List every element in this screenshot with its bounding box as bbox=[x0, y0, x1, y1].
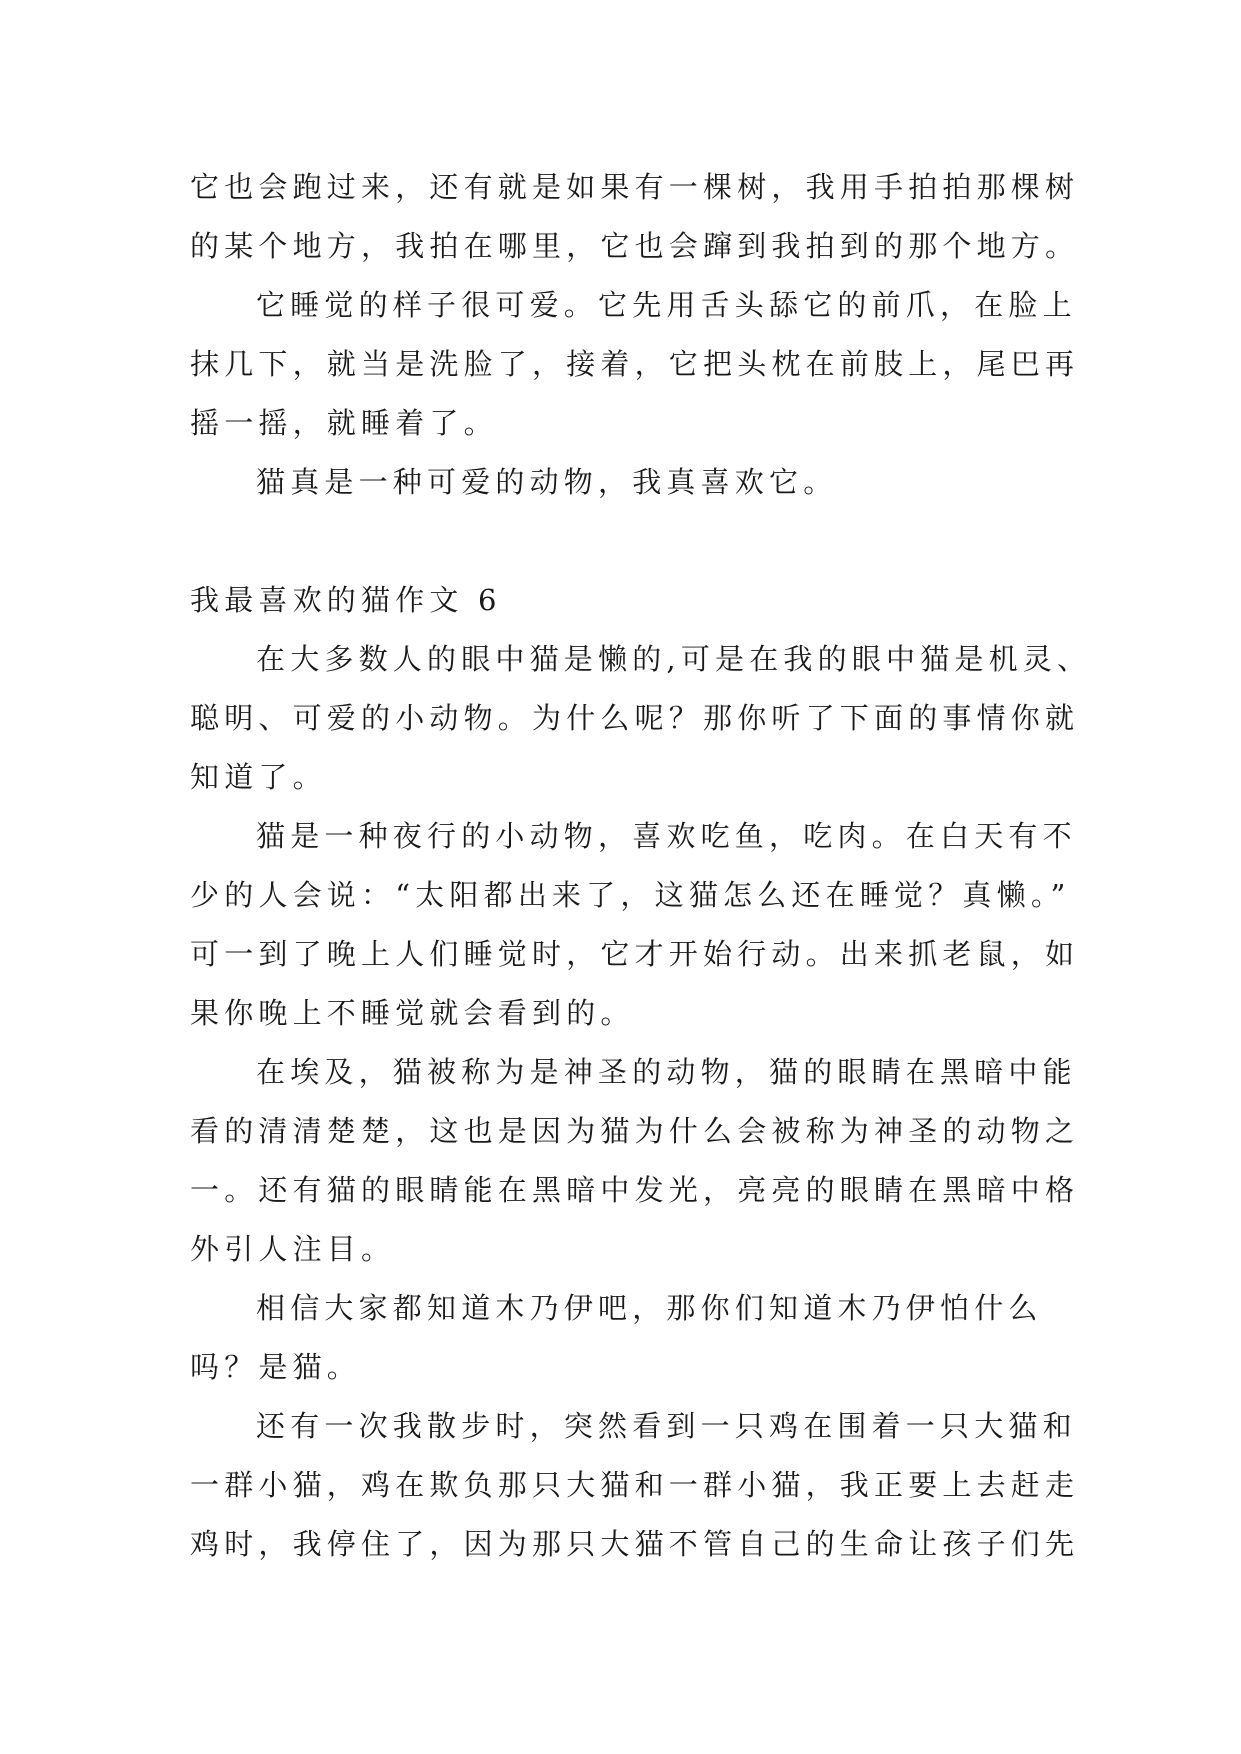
paragraph-walk bbox=[190, 1397, 1080, 1574]
paragraph-mummy bbox=[190, 1279, 1070, 1397]
text-line: 它睡觉的样子很可爱。它先用舌头舔它的前爪，在脸上 bbox=[256, 288, 1077, 322]
section-spacer bbox=[190, 512, 1070, 571]
text-line: 抹几下，就当是洗脸了，接着，它把头枕在前肢上，尾巴再 bbox=[190, 347, 1080, 381]
text-line: 少的人会说：“太阳都出来了，这猫怎么还在睡觉？真懒。” bbox=[190, 878, 1071, 912]
text-line: 果你晚上不睡觉就会看到的。 bbox=[190, 996, 635, 1030]
paragraph-intro bbox=[190, 630, 1092, 807]
text-line: 相信大家都知道木乃伊吧，那你们知道木乃伊怕什么 bbox=[256, 1291, 1043, 1325]
paragraph-sleep bbox=[190, 276, 1080, 453]
essay-title: 我最喜欢的猫作文 6 bbox=[190, 583, 502, 617]
text-line: 的某个地方，我拍在哪里，它也会蹿到我拍到的那个地方。 bbox=[190, 229, 1080, 263]
text-line: 摇一摇，就睡着了。 bbox=[190, 406, 498, 440]
paragraph-conclusion bbox=[190, 453, 1070, 512]
text-line: 可一到了晚上人们睡觉时，它才开始行动。出来抓老鼠，如 bbox=[190, 937, 1080, 971]
text-line: 它也会跑过来，还有就是如果有一棵树，我用手拍拍那棵树 bbox=[190, 170, 1080, 204]
text-line: 还有一次我散步时，突然看到一只鸡在围着一只大猫和 bbox=[256, 1409, 1077, 1443]
text-line: 一群小猫，鸡在欺负那只大猫和一群小猫，我正要上去赶走 bbox=[190, 1468, 1080, 1502]
text-line: 一。还有猫的眼睛能在黑暗中发光，亮亮的眼睛在黑暗中格 bbox=[190, 1173, 1080, 1207]
text-line: 聪明、可爱的小动物。为什么呢？那你听了下面的事情你就 bbox=[190, 701, 1080, 735]
paragraph-egypt bbox=[190, 1043, 1080, 1279]
text-line: 猫是一种夜行的小动物，喜欢吃鱼，吃肉。在白天有不 bbox=[256, 819, 1077, 853]
paragraph-night bbox=[190, 807, 1080, 1043]
text-line: 猫真是一种可爱的动物，我真喜欢它。 bbox=[256, 465, 838, 499]
text-line: 外引人注目。 bbox=[190, 1232, 396, 1266]
essay-body bbox=[190, 158, 1092, 1574]
text-line: 在埃及，猫被称为是神圣的动物，猫的眼睛在黑暗中能 bbox=[256, 1055, 1077, 1089]
text-line: 看的清清楚楚，这也是因为猫为什么会被称为神圣的动物之 bbox=[190, 1114, 1080, 1148]
text-line: 鸡时，我停住了，因为那只大猫不管自己的生命让孩子们先 bbox=[190, 1527, 1080, 1561]
text-line: 在大多数人的眼中猫是懒的,可是在我的眼中猫是机灵、 bbox=[256, 642, 1092, 676]
text-line: 吗？是猫。 bbox=[190, 1350, 362, 1384]
text-line: 知道了。 bbox=[190, 760, 327, 794]
paragraph-continuation bbox=[190, 158, 1080, 276]
